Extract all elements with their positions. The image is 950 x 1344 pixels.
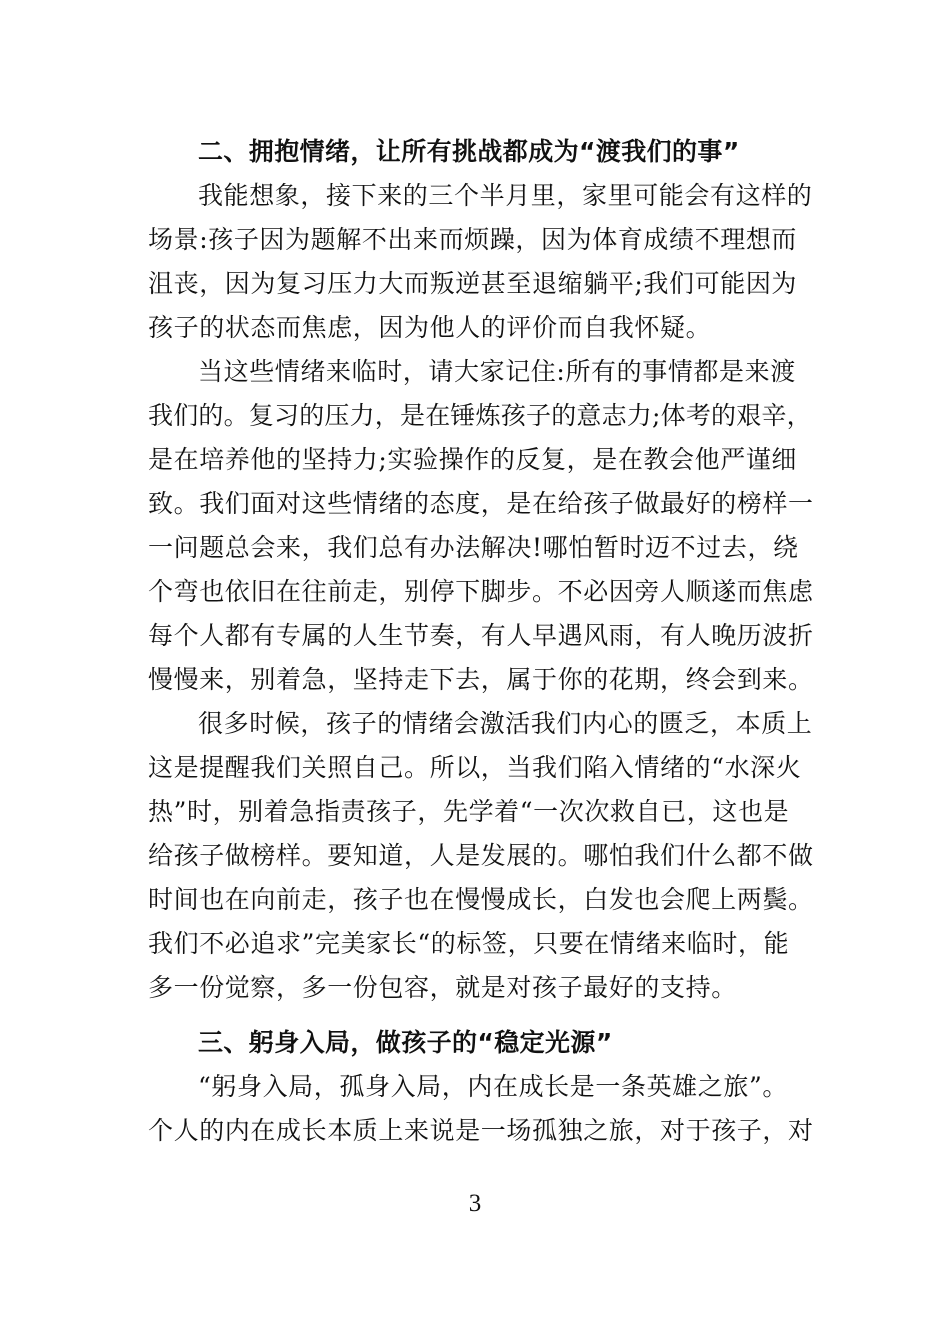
paragraph-line: 时间也在向前走，孩子也在慢慢成长，白发也会爬上两鬓。 bbox=[148, 885, 814, 914]
paragraph-line: “躬身入局，孤身入局，内在成长是一条英雄之旅”。 bbox=[198, 1072, 788, 1101]
paragraph-line: 当这些情绪来临时，请大家记住:所有的事情都是来渡 bbox=[198, 357, 796, 386]
paragraph-line: 个弯也依旧在往前走，别停下脚步。不必因旁人顺遂而焦虑 bbox=[148, 577, 814, 606]
paragraph-line: 这是提醒我们关照自己。所以，当我们陷入情绪的“水深火 bbox=[148, 753, 802, 782]
paragraph-line: 很多时候，孩子的情绪会激活我们内心的匮乏，本质上 bbox=[198, 709, 813, 738]
paragraph-line: 给孩子做榜样。要知道，人是发展的。哪怕我们什么都不做 bbox=[148, 841, 814, 870]
paragraph-line: 孩子的状态而焦虑，因为他人的评价而自我怀疑。 bbox=[148, 313, 712, 342]
paragraph-line: 个人的内在成长本质上来说是一场孤独之旅，对于孩子，对 bbox=[148, 1116, 814, 1145]
paragraph-line: 多一份觉察，多一份包容，就是对孩子最好的支持。 bbox=[148, 973, 737, 1002]
paragraph-line: 一问题总会来，我们总有办法解决!哪怕暂时迈不过去，绕 bbox=[148, 533, 799, 562]
section-heading: 三、躬身入局，做孩子的“稳定光源” bbox=[198, 1028, 613, 1057]
paragraph-line: 我们的。复习的压力，是在锤炼孩子的意志力;体考的艰辛， bbox=[148, 401, 812, 430]
paragraph-line: 致。我们面对这些情绪的态度，是在给孩子做最好的榜样一 bbox=[148, 489, 814, 518]
paragraph-line: 是在培养他的坚持力;实验操作的反复，是在教会他严谨细 bbox=[148, 445, 798, 474]
paragraph-line: 热”时，别着急指责孩子，先学着“一次次救自已，这也是 bbox=[148, 797, 790, 826]
paragraph-line: 沮丧，因为复习压力大而叛逆甚至退缩躺平;我们可能因为 bbox=[148, 269, 798, 298]
page-number: 3 bbox=[468, 1190, 482, 1217]
paragraph-line: 慢慢来，别着急，坚持走下去，属于你的花期，终会到来。 bbox=[148, 665, 814, 694]
paragraph-line: 场景:孩子因为题解不出来而烦躁，因为体育成绩不理想而 bbox=[148, 225, 798, 254]
section-heading: 二、拥抱情绪，让所有挑战都成为“渡我们的事” bbox=[198, 137, 740, 166]
paragraph-line: 我能想象，接下来的三个半月里，家里可能会有这样的 bbox=[198, 181, 813, 210]
paragraph-line: 我们不必追求”完美家长“的标签，只要在情绪来临时，能 bbox=[148, 929, 790, 958]
paragraph-line: 每个人都有专属的人生节奏，有人早遇风雨，有人晚历波折 bbox=[148, 621, 814, 650]
